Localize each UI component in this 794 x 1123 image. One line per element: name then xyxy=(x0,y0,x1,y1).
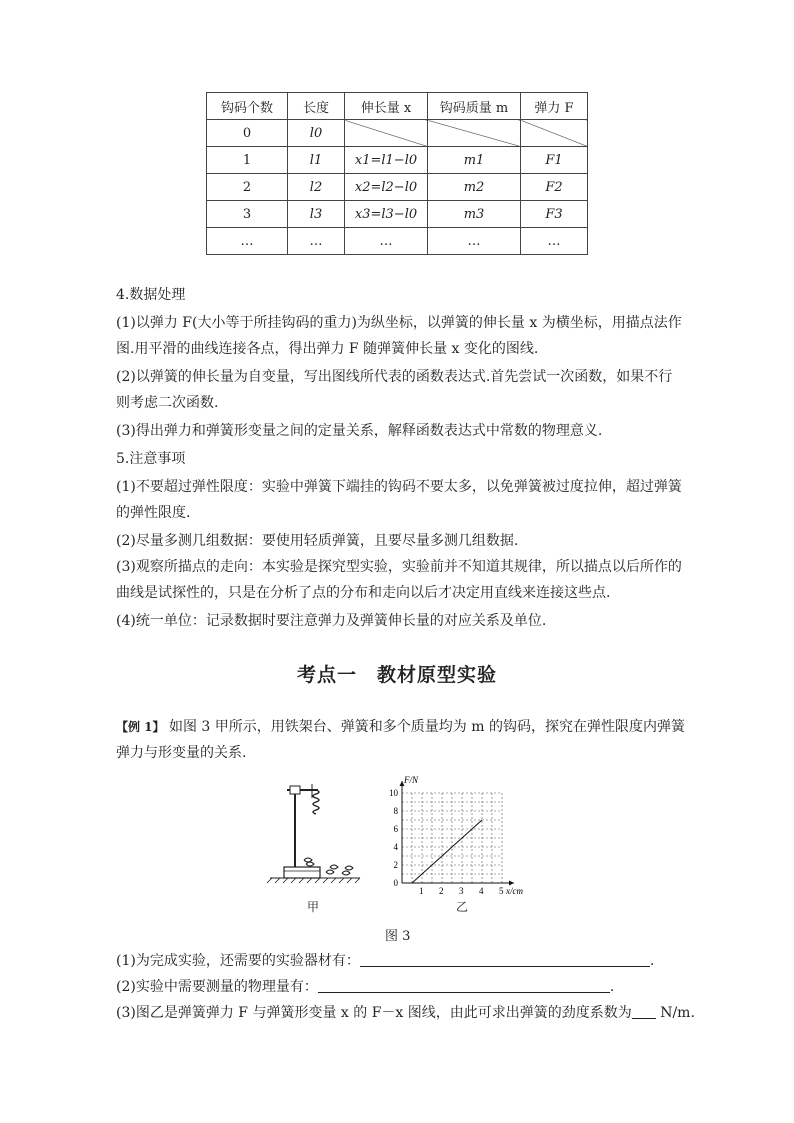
y-tick-label: 6 xyxy=(393,824,398,834)
table-cell: x3=l3−l0 xyxy=(345,201,428,228)
fx-chart xyxy=(362,768,542,898)
x-tick-label: 2 xyxy=(439,886,444,896)
table-cell: x2=l2−l0 xyxy=(345,174,428,201)
section4-p1: (1)以弹力 F(大小等于所挂钩码的重力)为纵坐标，以弹簧的伸长量 x 为横坐标，用描点法作图.用平滑的曲线连接各点，得出弹力 F 随弹簧伸长量 x 变化的图线. xyxy=(116,315,682,357)
table-header-row xyxy=(207,93,588,120)
section5-p2: (2)尽量多测几组数据：要使用轻质弹簧，且要尽量多测几组数据. xyxy=(116,533,519,549)
header-cell: 弹力 F xyxy=(521,93,588,120)
question-2 xyxy=(116,974,716,1000)
y-tick-label: 10 xyxy=(389,788,398,798)
table-cell: … xyxy=(428,228,521,255)
origin-label: 0 xyxy=(393,878,398,888)
table-row xyxy=(207,201,588,228)
figure-label-jia: 甲 xyxy=(307,900,320,914)
question-1-text: (1)为完成实验，还需要的实验器材有： xyxy=(116,953,360,969)
y-tick-label: 2 xyxy=(393,860,398,870)
table-cell: 3 xyxy=(207,201,288,228)
section5-title: 5.注意事项 xyxy=(116,451,186,467)
table-cell: l3 xyxy=(288,201,345,228)
example-text: 如图 3 甲所示，用铁架台、弹簧和多个质量均为 m 的钩码，探究在弹性限度内弹簧弹力与形变量的关系. xyxy=(116,719,685,761)
table-cell: 2 xyxy=(207,174,288,201)
section5-p4: (4)统一单位：记录数据时要注意弹力及弹簧伸长量的对应关系及单位. xyxy=(116,613,547,629)
apparatus-illustration xyxy=(262,776,362,886)
table-row xyxy=(207,147,588,174)
chart-grid xyxy=(402,793,502,883)
table-cell: m2 xyxy=(428,174,521,201)
question-2-text: (2)实验中需要测量的物理量有： xyxy=(116,979,318,995)
question-2-end: . xyxy=(609,979,615,995)
series-line xyxy=(412,820,482,883)
table-cell: 1 xyxy=(207,147,288,174)
section-heading xyxy=(0,660,794,687)
question-3-unit: N/m. xyxy=(660,1005,695,1021)
chart-series xyxy=(412,820,482,883)
chart-ticks xyxy=(389,788,504,896)
table-cell-diagonal xyxy=(521,120,588,147)
figure-label-yi: 乙 xyxy=(456,900,469,914)
question-1-end: . xyxy=(649,953,655,969)
answer-blank-1[interactable] xyxy=(360,952,650,967)
chart-xlabel: x/cm xyxy=(506,886,523,896)
y-tick-label: 8 xyxy=(393,806,398,816)
header-cell: 钩码个数 xyxy=(207,93,288,120)
table-cell: l2 xyxy=(288,174,345,201)
header-cell: 钩码质量 m xyxy=(428,93,521,120)
table-cell: F3 xyxy=(521,201,588,228)
table-cell: … xyxy=(521,228,588,255)
question-3 xyxy=(116,1000,716,1026)
table-cell: … xyxy=(207,228,288,255)
section4-p3: (3)得出弹力和弹簧形变量之间的定量关系，解释函数表达式中常数的物理意义. xyxy=(116,423,603,439)
question-1 xyxy=(116,948,716,974)
answer-blank-3[interactable] xyxy=(632,1004,656,1019)
table-cell: … xyxy=(345,228,428,255)
section5-p3: (3)观察所描点的走向：本实验是探究型实验，实验前并不知道其规律，所以描点以后所作的曲线是试探性的，只是在分析了点的分布和走向以后才决定用直线来连接这些点. xyxy=(116,559,682,601)
question-3-text: (3)图乙是弹簧弹力 F 与弹簧形变量 x 的 F－x 图线，由此可求出弹簧的劲度系数为 xyxy=(116,1005,632,1021)
table-cell-diagonal xyxy=(345,120,428,147)
chart-axes xyxy=(400,781,515,886)
table-cell: l0 xyxy=(288,120,345,147)
figure-caption: 图 3 xyxy=(385,929,411,944)
heading-right: 教材原型实验 xyxy=(377,664,498,686)
x-tick-label: 1 xyxy=(419,886,424,896)
section4-p2: (2)以弹簧的伸长量为自变量，写出图线所代表的函数表达式.首先尝试一次函数，如果不行则考虑二次函数. xyxy=(116,369,673,411)
table-cell: F2 xyxy=(521,174,588,201)
x-tick-label: 5 xyxy=(499,886,504,896)
table-cell-diagonal xyxy=(428,120,521,147)
y-tick-label: 4 xyxy=(393,842,398,852)
section5-p1: (1)不要超过弹性限度：实验中弹簧下端挂的钩码不要太多，以免弹簧被过度拉伸，超过弹簧的弹性限度. xyxy=(116,479,682,521)
example-label: 【例 1】 xyxy=(116,720,165,734)
table-row xyxy=(207,120,588,147)
table-cell: m3 xyxy=(428,201,521,228)
chart-ylabel: F/N xyxy=(404,775,419,785)
example-paragraph xyxy=(116,714,686,766)
table-row xyxy=(207,174,588,201)
data-table xyxy=(206,92,588,255)
table-cell: x1=l1−l0 xyxy=(345,147,428,174)
answer-blank-2[interactable] xyxy=(318,978,610,993)
x-axis-arrow xyxy=(509,881,514,886)
table-cell: … xyxy=(288,228,345,255)
x-tick-label: 3 xyxy=(459,886,464,896)
heading-left: 考点一 xyxy=(296,664,357,686)
header-cell: 长度 xyxy=(288,93,345,120)
table-cell: l1 xyxy=(288,147,345,174)
table-cell: F1 xyxy=(521,147,588,174)
table-row xyxy=(207,228,588,255)
x-tick-label: 4 xyxy=(479,886,484,896)
section4-title: 4.数据处理 xyxy=(116,287,186,303)
table-cell: 0 xyxy=(207,120,288,147)
table-cell: m1 xyxy=(428,147,521,174)
header-cell: 伸长量 x xyxy=(345,93,428,120)
